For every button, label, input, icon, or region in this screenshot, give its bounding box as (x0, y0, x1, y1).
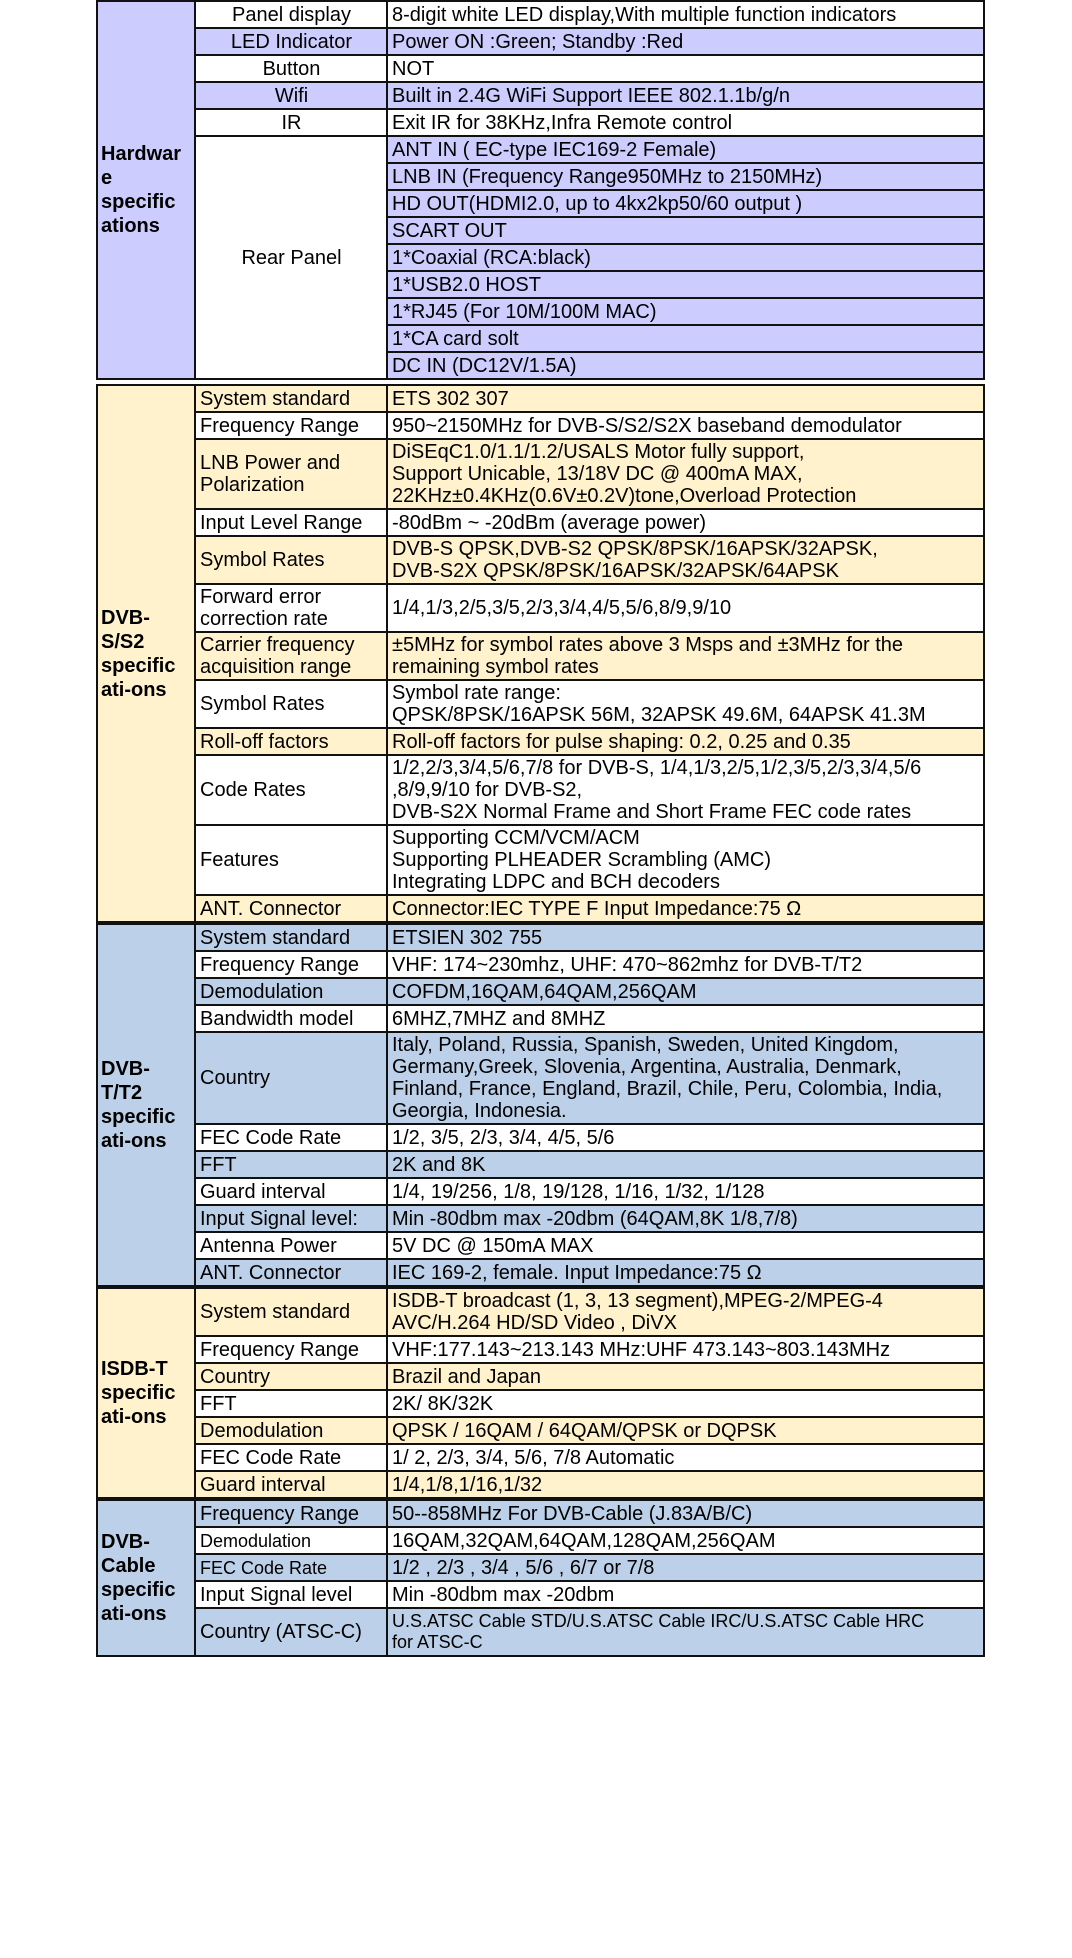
spec-row (97, 825, 984, 895)
spec-name: Country (195, 1363, 387, 1390)
spec-name: Demodulation (195, 978, 387, 1005)
spec-name: Button (195, 55, 387, 82)
spec-name: Demodulation (195, 1527, 387, 1554)
spec-row (97, 509, 984, 536)
spec-row (97, 1500, 984, 1527)
spec-row (97, 978, 984, 1005)
spec-row (97, 1417, 984, 1444)
dvb-s-s2-section (96, 384, 985, 923)
spec-value: ETS 302 307 (387, 385, 984, 412)
spec-value: Min -80dbm max -20dbm (387, 1581, 984, 1608)
spec-name: FEC Code Rate (195, 1124, 387, 1151)
spec-value: Min -80dbm max -20dbm (64QAM,8K 1/8,7/8) (387, 1205, 984, 1232)
section-label: DVB- S/S2 specific ati-ons (97, 385, 195, 922)
spec-value: Brazil and Japan (387, 1363, 984, 1390)
spec-sheet (96, 0, 983, 1657)
spec-value: 1*Coaxial (RCA:black) (387, 244, 984, 271)
spec-row (97, 1390, 984, 1417)
spec-value: Supporting CCM/VCM/ACM Supporting PLHEADER Scrambling (AMC) Integrating LDPC and BCH decoders (387, 825, 984, 895)
spec-value: Exit IR for 38KHz,Infra Remote control (387, 109, 984, 136)
spec-row (97, 82, 984, 109)
spec-value: U.S.ATSC Cable STD/U.S.ATSC Cable IRC/U.S.ATSC Cable HRC for ATSC-C (387, 1608, 984, 1656)
spec-row (97, 1554, 984, 1581)
spec-value: DC IN (DC12V/1.5A) (387, 352, 984, 379)
spec-value: LNB IN (Frequency Range950MHz to 2150MHz) (387, 163, 984, 190)
isdb-t-section (96, 1287, 985, 1499)
spec-value: QPSK / 16QAM / 64QAM/QPSK or DQPSK (387, 1417, 984, 1444)
spec-row (97, 924, 984, 951)
spec-row (97, 1232, 984, 1259)
spec-value: 5V DC @ 150mA MAX (387, 1232, 984, 1259)
spec-value: 1/4, 19/256, 1/8, 19/128, 1/16, 1/32, 1/128 (387, 1178, 984, 1205)
spec-value: 1/4,1/8,1/16,1/32 (387, 1471, 984, 1498)
spec-row (97, 385, 984, 412)
spec-name: LNB Power and Polarization (195, 439, 387, 509)
spec-name: Frequency Range (195, 412, 387, 439)
spec-value: VHF: 174~230mhz, UHF: 470~862mhz for DVB-T/T2 (387, 951, 984, 978)
spec-name: Country (195, 1032, 387, 1124)
spec-value: Built in 2.4G WiFi Support IEEE 802.1.1b/g/n (387, 82, 984, 109)
spec-row (97, 1, 984, 28)
spec-name: FFT (195, 1390, 387, 1417)
spec-name: Country (ATSC-C) (195, 1608, 387, 1656)
dvb-t-t2-section (96, 923, 985, 1287)
spec-value: 1/2 , 2/3 , 3/4 , 5/6 , 6/7 or 7/8 (387, 1554, 984, 1581)
spec-value: COFDM,16QAM,64QAM,256QAM (387, 978, 984, 1005)
spec-value: 1/ 2, 2/3, 3/4, 5/6, 7/8 Automatic (387, 1444, 984, 1471)
spec-value: ANT IN ( EC-type IEC169-2 Female) (387, 136, 984, 163)
spec-value: ±5MHz for symbol rates above 3 Msps and ±3MHz for the remaining symbol rates (387, 632, 984, 680)
spec-value: SCART OUT (387, 217, 984, 244)
spec-name: Frequency Range (195, 1500, 387, 1527)
spec-row (97, 1178, 984, 1205)
hardware-section (96, 0, 985, 380)
spec-value: Roll-off factors for pulse shaping: 0.2, 0.25 and 0.35 (387, 728, 984, 755)
spec-value: 1/4,1/3,2/5,3/5,2/3,3/4,4/5,5/6,8/9,9/10 (387, 584, 984, 632)
spec-name: Frequency Range (195, 1336, 387, 1363)
spec-value: 1*RJ45 (For 10M/100M MAC) (387, 298, 984, 325)
spec-row (97, 584, 984, 632)
spec-name: Symbol Rates (195, 536, 387, 584)
spec-value: 1*CA card solt (387, 325, 984, 352)
spec-row (97, 895, 984, 922)
spec-value: HD OUT(HDMI2.0, up to 4kx2kp50/60 output ) (387, 190, 984, 217)
spec-row (97, 680, 984, 728)
spec-value: ISDB-T broadcast (1, 3, 13 segment),MPEG-2/MPEG-4 AVC/H.264 HD/SD Video , DiVX (387, 1288, 984, 1336)
spec-name: Bandwidth model (195, 1005, 387, 1032)
spec-row (97, 1032, 984, 1124)
spec-row (97, 1005, 984, 1032)
dvb-cable-section (96, 1499, 985, 1657)
spec-name: Code Rates (195, 755, 387, 825)
spec-value: VHF:177.143~213.143 MHz:UHF 473.143~803.143MHz (387, 1336, 984, 1363)
spec-value: 50--858MHz For DVB-Cable (J.83A/B/C) (387, 1500, 984, 1527)
spec-name: LED Indicator (195, 28, 387, 55)
spec-name: Carrier frequency acquisition range (195, 632, 387, 680)
spec-name: System standard (195, 385, 387, 412)
spec-row (97, 632, 984, 680)
spec-row (97, 1205, 984, 1232)
spec-name: Guard interval (195, 1178, 387, 1205)
spec-value: DVB-S QPSK,DVB-S2 QPSK/8PSK/16APSK/32APSK, DVB-S2X QPSK/8PSK/16APSK/32APSK/64APSK (387, 536, 984, 584)
spec-row (97, 1336, 984, 1363)
spec-name: Wifi (195, 82, 387, 109)
section-label: Hardwar e specific ations (97, 1, 195, 379)
spec-value: Symbol rate range: QPSK/8PSK/16APSK 56M, 32APSK 49.6M, 64APSK 41.3M (387, 680, 984, 728)
spec-row (97, 755, 984, 825)
spec-name: Input Signal level: (195, 1205, 387, 1232)
spec-name: FEC Code Rate (195, 1554, 387, 1581)
spec-value: 6MHZ,7MHZ and 8MHZ (387, 1005, 984, 1032)
spec-value: DiSEqC1.0/1.1/1.2/USALS Motor fully support, Support Unicable, 13/18V DC @ 400mA MAX, 22KHz±0.4KHz(0.6V±0.2V)tone,Overload Protection (387, 439, 984, 509)
section-label: DVB- T/T2 specific ati-ons (97, 924, 195, 1286)
spec-row (97, 55, 984, 82)
spec-value: IEC 169-2, female. Input Impedance:75 Ω (387, 1259, 984, 1286)
spec-row (97, 412, 984, 439)
spec-name: ANT. Connector (195, 1259, 387, 1286)
spec-row (97, 1444, 984, 1471)
spec-row (97, 1288, 984, 1336)
spec-value: -80dBm ~ -20dBm (average power) (387, 509, 984, 536)
spec-value: NOT (387, 55, 984, 82)
spec-row (97, 1471, 984, 1498)
spec-value: Connector:IEC TYPE F Input Impedance:75 Ω (387, 895, 984, 922)
spec-name: Input Level Range (195, 509, 387, 536)
spec-row (97, 28, 984, 55)
spec-value: 950~2150MHz for DVB-S/S2/S2X baseband demodulator (387, 412, 984, 439)
spec-name: Forward error correction rate (195, 584, 387, 632)
spec-value: 2K/ 8K/32K (387, 1390, 984, 1417)
spec-name: IR (195, 109, 387, 136)
spec-value: 1/2, 3/5, 2/3, 3/4, 4/5, 5/6 (387, 1124, 984, 1151)
spec-name: FEC Code Rate (195, 1444, 387, 1471)
section-label: DVB- Cable specific ati-ons (97, 1500, 195, 1656)
spec-row (97, 1527, 984, 1554)
spec-row (97, 1363, 984, 1390)
spec-value: 16QAM,32QAM,64QAM,128QAM,256QAM (387, 1527, 984, 1554)
spec-value: 1/2,2/3,3/4,5/6,7/8 for DVB-S, 1/4,1/3,2/5,1/2,3/5,2/3,3/4,5/6 ,8/9,9/10 for DVB-S2, DVB-S2X Normal Frame and Short Frame FEC code rates (387, 755, 984, 825)
spec-name: Symbol Rates (195, 680, 387, 728)
spec-row (97, 1259, 984, 1286)
spec-row (97, 1151, 984, 1178)
spec-row (97, 439, 984, 509)
spec-name: FFT (195, 1151, 387, 1178)
spec-name: Antenna Power (195, 1232, 387, 1259)
spec-name: System standard (195, 1288, 387, 1336)
spec-row (97, 728, 984, 755)
spec-value: 1*USB2.0 HOST (387, 271, 984, 298)
spec-value: Italy, Poland, Russia, Spanish, Sweden, United Kingdom, Germany,Greek, Slovenia, Argentina, Australia, Denmark, Finland, France, England, Brazil, Chile, Peru, Colombia, India, Georgia, Indonesia. (387, 1032, 984, 1124)
spec-name: Input Signal level (195, 1581, 387, 1608)
spec-row (97, 1581, 984, 1608)
section-label: ISDB-T specific ati-ons (97, 1288, 195, 1498)
spec-name: System standard (195, 924, 387, 951)
spec-name: Panel display (195, 1, 387, 28)
spec-row (97, 536, 984, 584)
spec-row (97, 1124, 984, 1151)
spec-name: Frequency Range (195, 951, 387, 978)
spec-row (97, 1608, 984, 1656)
spec-name: Roll-off factors (195, 728, 387, 755)
spec-value: Power ON :Green; Standby :Red (387, 28, 984, 55)
spec-value: 2K and 8K (387, 1151, 984, 1178)
spec-name: ANT. Connector (195, 895, 387, 922)
spec-row (97, 951, 984, 978)
spec-value: 8-digit white LED display,With multiple function indicators (387, 1, 984, 28)
spec-name: Features (195, 825, 387, 895)
spec-row (97, 109, 984, 136)
spec-row (97, 136, 984, 163)
spec-name: Demodulation (195, 1417, 387, 1444)
spec-name: Guard interval (195, 1471, 387, 1498)
spec-name: Rear Panel (195, 136, 387, 379)
spec-value: ETSIEN 302 755 (387, 924, 984, 951)
